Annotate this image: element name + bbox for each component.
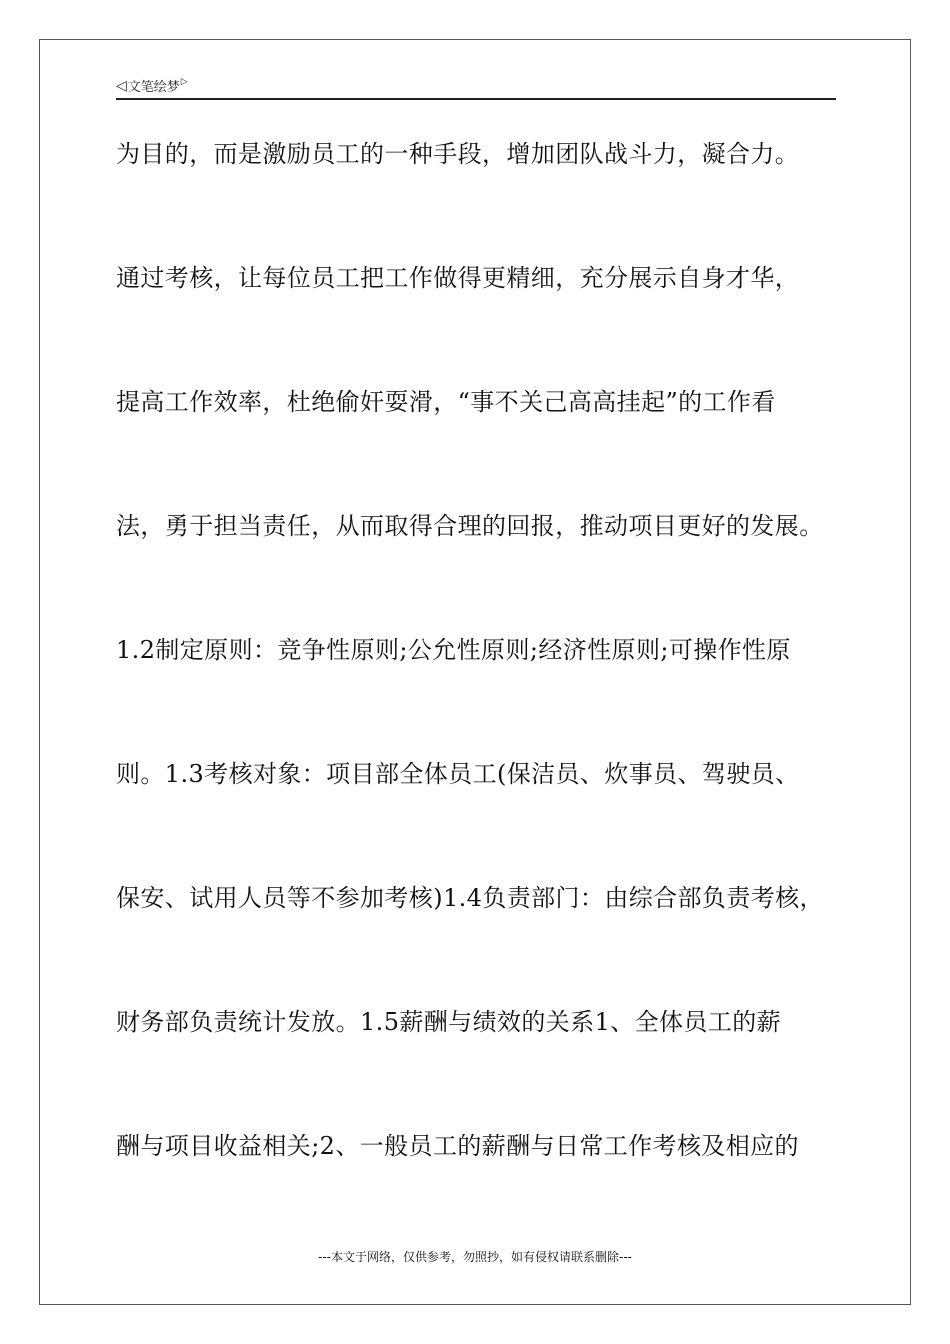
page-header xyxy=(116,74,836,100)
body-line: 为目的，而是激励员工的一种手段，增加团队战斗力，凝合力。 xyxy=(116,140,800,168)
body-line: 1.2制定原则：竞争性原则;公允性原则;经济性原则;可操作性原 xyxy=(116,636,791,664)
body-line: 酬与项目收益相关;2、一般员工的薪酬与日常工作考核及相应的 xyxy=(116,1132,799,1160)
body-line: 财务部负责统计发放。1.5薪酬与绩效的关系1、全体员工的薪 xyxy=(116,1008,782,1036)
body-line: 则。1.3考核对象：项目部全体员工(保洁员、炊事员、驾驶员、 xyxy=(116,760,800,788)
body-line: 保安、试用人员等不参加考核)1.4负责部门：由综合部负责考核， xyxy=(116,884,824,912)
body-line: 法，勇于担当责任，从而取得合理的回报，推动项目更好的发展。 xyxy=(116,512,824,540)
body-line: 通过考核，让每位员工把工作做得更精细，充分展示自身才华， xyxy=(116,264,800,292)
right-triangle-icon: ▷ xyxy=(180,77,188,87)
header-brand xyxy=(116,76,188,95)
footer-notice: ---本文于网络，仅供参考，勿照抄，如有侵权请联系删除--- xyxy=(318,1250,632,1264)
body-line: 提高工作效率，杜绝偷奸耍滑，“事不关己高高挂起”的工作看 xyxy=(116,388,776,416)
document-body xyxy=(116,128,856,1244)
brand-label: 文笔绘梦 xyxy=(127,80,180,95)
left-triangle-icon: ◁ xyxy=(116,77,127,94)
